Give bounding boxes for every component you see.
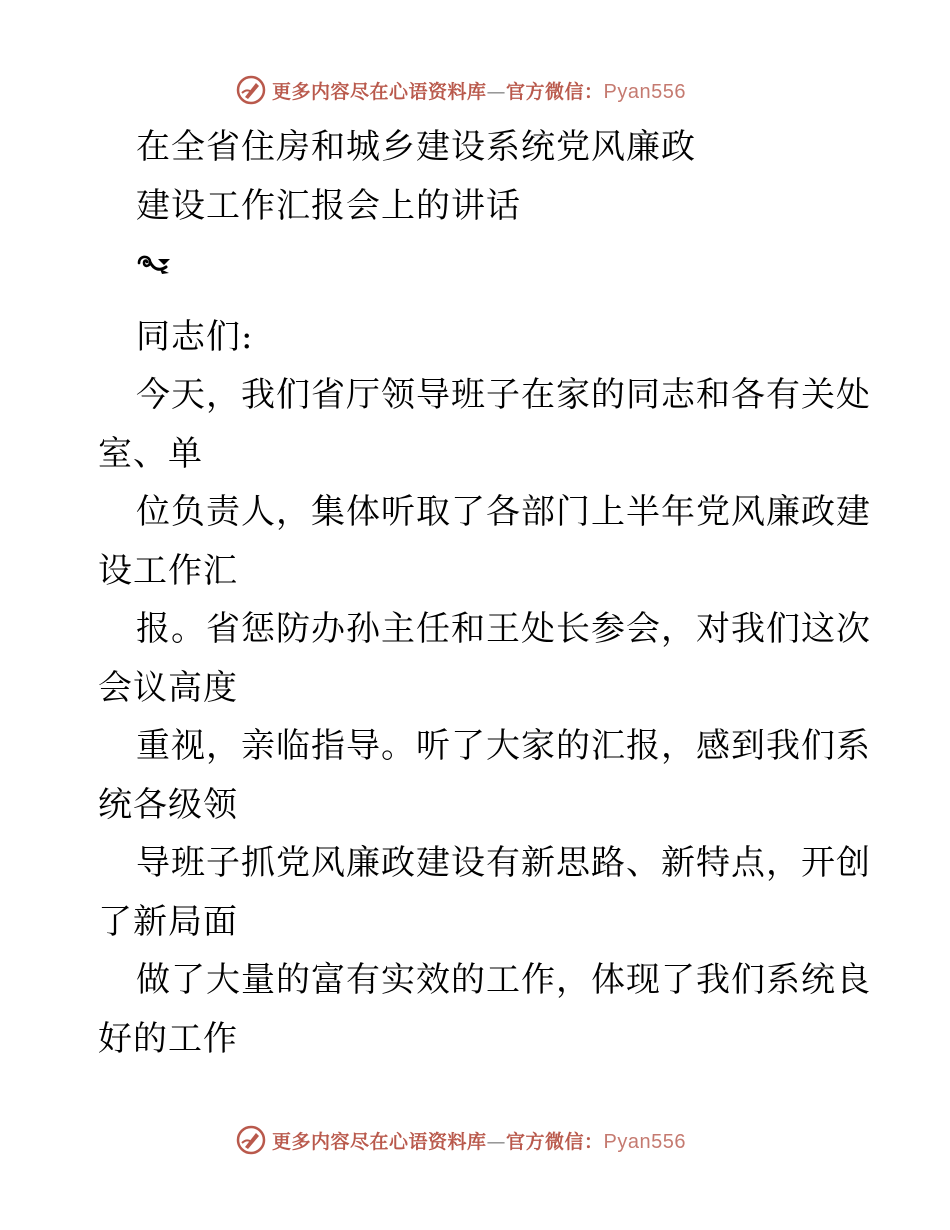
paragraph-line: 做了大量的富有实效的工作，体现了我们系统良 [136, 960, 871, 1000]
watermark-text [272, 77, 686, 104]
paragraph-line: 设工作汇 [98, 550, 238, 591]
paragraph-line: 位负责人，集体听取了各部门上半年党风廉政建 [136, 492, 871, 532]
watermark-footer [236, 1123, 686, 1157]
watermark-site-name: 更多内容尽在心语资料库 [272, 1130, 487, 1153]
paragraph-line: 导班子抓党风廉政建设有新思路、新特点，开创 [136, 843, 871, 883]
document-body [98, 118, 871, 1068]
document-title-line-2: 建设工作汇报会上的讲话 [136, 185, 521, 226]
ornament-row [98, 249, 858, 308]
watermark-label: 官方微信： [506, 1130, 604, 1153]
watermark-text [272, 1127, 686, 1154]
paragraph-line: 报。省惩防办孙主任和王处长参会，对我们这次 [136, 609, 871, 649]
salutation: 同志们: [136, 316, 254, 357]
paragraph-line: 了新局面 [98, 901, 238, 942]
paragraph-line: 统各级领 [98, 784, 238, 825]
pen-logo-icon [236, 1125, 266, 1155]
paragraph-line: 重视，亲临指导。听了大家的汇报，感到我们系 [136, 726, 871, 766]
watermark-id: Pyan556 [603, 80, 686, 103]
paragraph [98, 366, 871, 1068]
watermark-header [236, 73, 686, 107]
watermark-id: Pyan556 [603, 1130, 686, 1153]
paragraph-line: 室、单 [98, 433, 203, 474]
watermark-site-name: 更多内容尽在心语资料库 [272, 80, 487, 103]
watermark-separator: — [486, 1130, 507, 1153]
document-title-line-1: 在全省住房和城乡建设系统党风廉政 [136, 127, 696, 167]
watermark-label: 官方微信： [506, 80, 604, 103]
watermark-separator: — [486, 80, 507, 103]
scroll-ornament-icon [136, 249, 174, 279]
paragraph-line: 会议高度 [98, 667, 238, 708]
pen-logo-icon [236, 75, 266, 105]
paragraph-line: 今天，我们省厅领导班子在家的同志和各有关处 [136, 375, 871, 415]
paragraph-line: 好的工作 [98, 1018, 238, 1059]
